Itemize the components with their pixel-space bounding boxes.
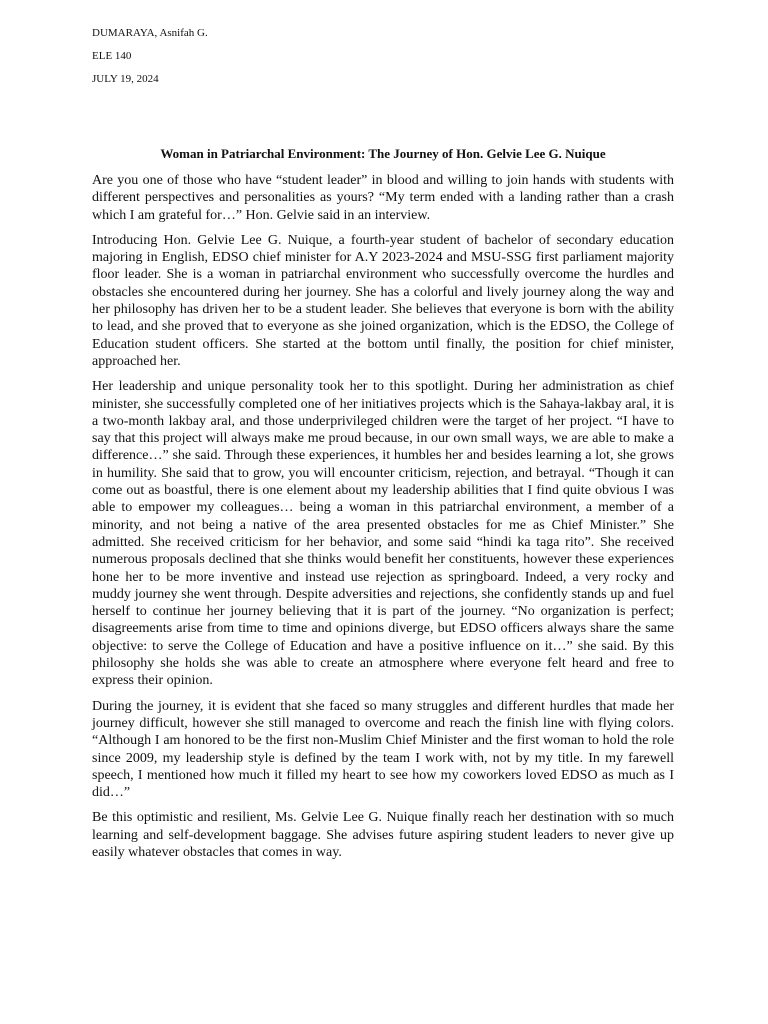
paragraph-intro: Are you one of those who have “student leader” in blood and willing to join hands with students with different perspectives and personalities as yours? “My term ended with a landing rather than a crash which I am grateful for…” Hon. Gelvie said in an interview. [92, 173, 674, 223]
author-name: DUMARAYA, Asnifah G. [92, 27, 208, 39]
paragraph-conclusion: Be this optimistic and resilient, Ms. Gelvie Lee G. Nuique finally reach her destination with so much learning and self-development baggage. She advises future aspiring student leaders to never give up easily whatever obstacles that comes in way. [92, 810, 674, 860]
paragraph-leadership: Her leadership and unique personality took her to this spotlight. During her administration as chief minister, she successfully completed one of her initiatives projects which is the Sahaya-lakbay aral, it is a two-month lakbay aral, and those underprivileged children were the target of her project. “I have to say that this project will always make me proud because, in our own small ways, we are able to make a difference…” she said. Through these experiences, it humbles her and besides learning a lot, she grows in humility. She said that to grow, you will encounter criticism, rejection, and betrayal. “Though it can come out as boastful, there is one element about my leadership abilities that I find quite obvious I was able to empower my colleagues… being a woman in this patriarchal environment, a member of a minority, and not being a native of the area presented obstacles for me as Chief Minister.” She admitted. She received criticism for her behavior, and some said “hindi ka taga rito”. She received numerous proposals declined that she thinks would benefit her constituents, however these experiences hone her to be more inventive and instead use rejection as springboard. Indeed, a very rocky and muddy journey she went through. Despite adversities and rejections, she confidently stands up and fuel herself to continue her journey believing that it is part of the journey. “No organization is perfect; disagreements arise from time to time and opinions diverge, but EDSO officers always share the same objective: to serve the College of Education and have a positive influence on it…” she said. By this philosophy she holds she was able to create an atmosphere where everyone felt heard and free to express their opinion. [92, 379, 674, 689]
document-title: Woman in Patriarchal Environment: The Journey of Hon. Gelvie Lee G. Nuique [160, 146, 606, 161]
course-code: ELE 140 [92, 50, 132, 62]
document-date: JULY 19, 2024 [92, 73, 159, 85]
paragraph-introducing: Introducing Hon. Gelvie Lee G. Nuique, a fourth-year student of bachelor of secondary education majoring in English, EDSO chief minister for A.Y 2023-2024 and MSU-SSG first parliament majority floor leader. She is a woman in patriarchal environment who successfully overcome the hurdles and obstacles she encountered during her journey. She has a colorful and lively journey along the way and her philosophy has driven her to be a student leader. She believes that everyone is born with the ability to lead, and she proved that to everyone as she joined organization, which is the EDSO, the College of Education student officers. She started at the bottom until finally, the position for chief minister, approached her. [92, 232, 674, 369]
paragraph-journey: During the journey, it is evident that she faced so many struggles and different hurdles that made her journey difficult, however she still managed to overcome and reach the finish line with flying colors. “Although I am honored to be the first non-Muslim Chief Minister and the first woman to hold the role since 2009, my leadership style is defined by the team I work with, not by my title. In my farewell speech, I mentioned how much it filled my heart to see how my coworkers loved EDSO as much as I did…” [92, 698, 674, 801]
